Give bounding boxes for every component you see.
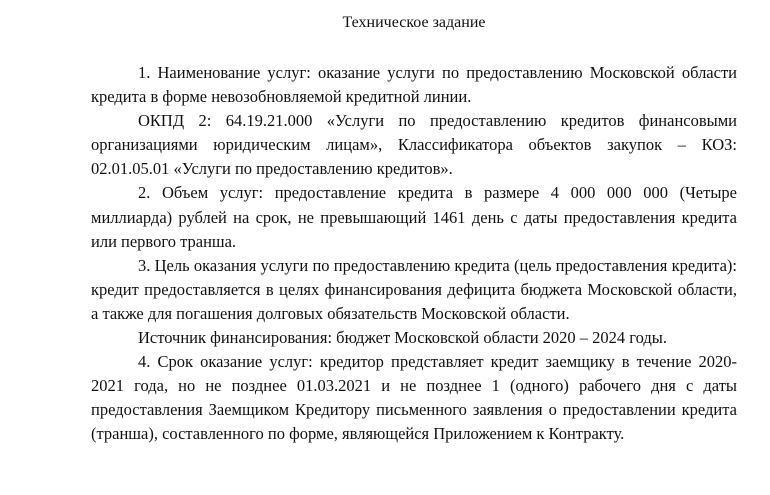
paragraph-okpd: ОКПД 2: 64.19.21.000 «Услуги по предоставлению кредитов финансовыми организациями юридическим лицам», Классификатора объектов закупок – КОЗ: 02.01.05.01 «Услуги по предоставлению кредитов». xyxy=(91,111,737,179)
paragraph-service-term: 4. Срок оказание услуг: кредитор представляет кредит заемщику в течение 2020-2021 года, но не позднее 01.03.2021 и не позднее 1 (одного) рабочего дня с даты предоставления Заемщиком Кредитору письменного заявления о предоставлении кредита (транша), составленного по форме, являющейся Приложением к Контракту. xyxy=(91,352,737,444)
paragraph-service-volume: 2. Объем услуг: предоставление кредита в размере 4 000 000 000 (Четыре миллиарда) рублей на срок, не превышающий 1461 день с даты предоставления кредита или первого транша. xyxy=(91,183,737,251)
paragraph-service-name: 1. Наименование услуг: оказание услуги по предоставлению Московской области кредита в форме невозобновляемой кредитной линии. xyxy=(91,63,737,107)
document-body xyxy=(91,61,737,447)
paragraph-funding-source: Источник финансирования: бюджет Московской области 2020 – 2024 годы. xyxy=(138,328,668,348)
document-title: Техническое задание xyxy=(342,14,486,31)
paragraph-credit-purpose: 3. Цель оказания услуги по предоставлению кредита (цель предоставления кредита): кредит предоставляется в целях финансирования дефицита бюджета Московской области, а также для погашения долговых обязательств Московской области. xyxy=(91,255,737,323)
